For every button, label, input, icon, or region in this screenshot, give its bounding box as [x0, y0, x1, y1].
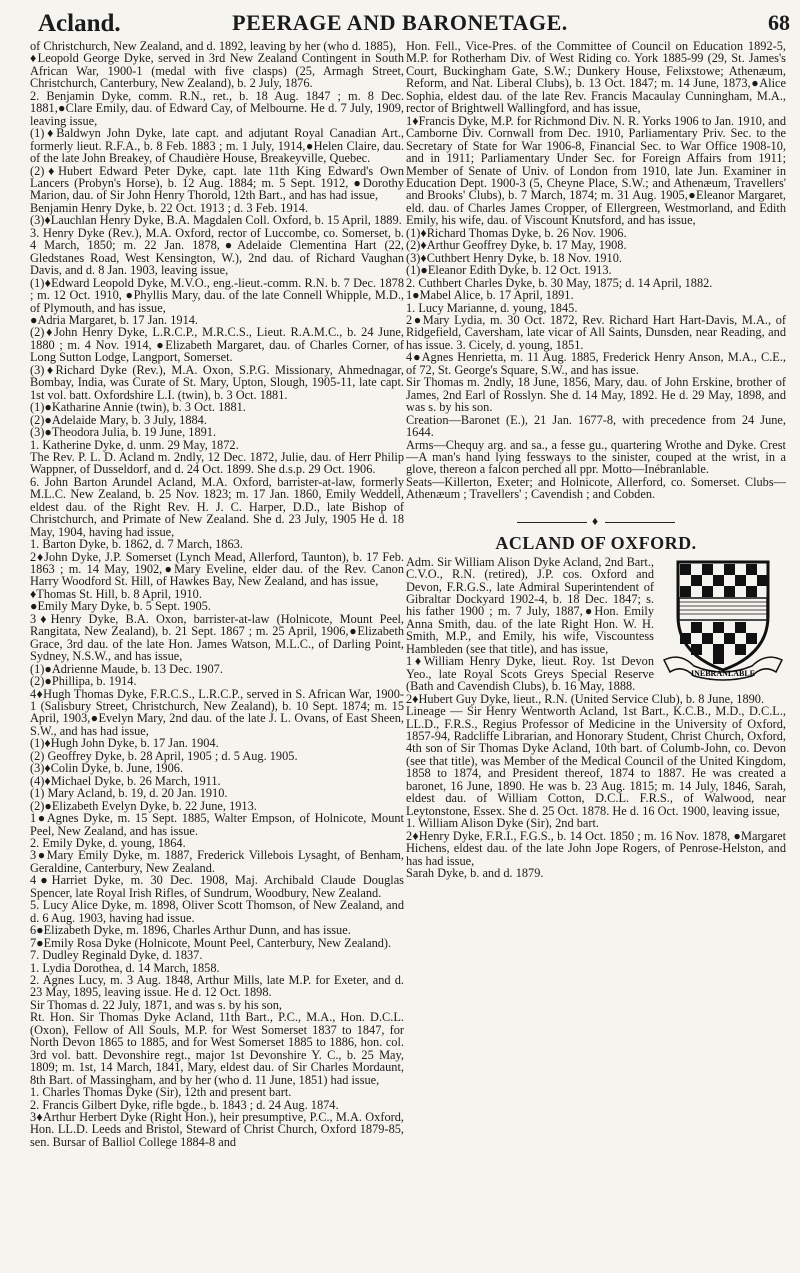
left-column-paragraph: 3. Henry Dyke (Rev.), M.A. Oxford, rector of Luccombe, co. Somerset, b. 4 March, 1850; m. 22 Jan. 1878,●Adelaide Clementina Hart (22, Gledstanes Road, West Kensington, W.), 2nd dau. of Richard Vaughan Davis, and d. 8 Jan. 1903, leaving issue, [30, 225, 404, 278]
left-column-paragraph: 1. Katherine Dyke, d. unm. 29 May, 1872. [30, 437, 239, 452]
coat-of-arms-icon [660, 556, 786, 682]
left-column-paragraph: 3♦Henry Dyke, B.A. Oxon, barrister-at-law (Holnicote, Mount Peel, Rangitata, New Zealand), b. 21 Sept. 1867 ; m. 25 April, 1906,●Elizabeth Grace, 3rd dau. of the late Hon. James Watson, M.L.C., of Darling Point, Sydney, N.S.W., and has issue, [30, 611, 404, 664]
left-column-paragraph: ●Emily Mary Dyke, b. 5 Sept. 1905. [30, 599, 211, 614]
right-column-top-paragraph: 2●Mary Lydia, m. 30 Oct. 1872, Rev. Richard Hart Hart-Davis, M.A., of Ridgefield, Caversham, late vicar of All Saints, Dunsden, near Reading, and has issue. 3. Cicely, d. young, 1851. [406, 312, 786, 352]
left-column-paragraph: 6●Elizabeth Dyke, m. 1896, Charles Arthur Dunn, and has issue. [30, 923, 351, 938]
right-column-top [406, 40, 786, 501]
left-column-paragraph: 1●Agnes Dyke, m. 15 Sept. 1885, Walter Empson, of Holnicote, Mount Peel, New Zealand, and has issue. [30, 811, 404, 838]
right-column-top-paragraph: 1●Mabel Alice, b. 17 April, 1891. [406, 288, 574, 303]
left-column-paragraph: (1)●Katharine Annie (twin), b. 3 Oct. 1881. [30, 400, 246, 415]
right-column-top-paragraph: 1. Lucy Marianne, d. young, 1845. [406, 300, 578, 315]
right-column-top-paragraph: (1)●Eleanor Edith Dyke, b. 12 Oct. 1913. [406, 263, 612, 278]
left-column-paragraph: (1)♦Baldwyn John Dyke, late capt. and adjutant Royal Canadian Art., formerly lieut. R.F.A., b. 8 Feb. 1883 ; m. 1 July, 1914,●Helen Claire, dau. of the late John Breakey, of Chaudière House, Breakeyville, Quebec. [30, 126, 404, 166]
left-column-paragraph: ●Adria Margaret, b. 17 Jan. 1914. [30, 312, 199, 327]
left-column-paragraph: 3●Mary Emily Dyke, m. 1887, Frederick Villebois Lysaght, of Benham, Geraldine, Canterbury, New Zealand. [30, 848, 404, 875]
acland-oxford-paragraph: 1♦William Henry Dyke, lieut. Roy. 1st Devon Yeo., late Royal Scots Greys Special Reserve (Bath and Cavendish Clubs), b. 16 May, 1888. [406, 654, 654, 694]
left-column-paragraph: (1)♦Hugh John Dyke, b. 17 Jan. 1904. [30, 736, 219, 751]
left-column-paragraph: 2♦John Dyke, J.P. Somerset (Lynch Mead, Allerford, Taunton), b. 17 Feb. 1863 ; m. 14 May, 1902,●Mary Eveline, elder dau. of the Rev. Canon Harry Woodford St. Hill, of Hawkes Bay, New Zealand, and has issue, [30, 549, 404, 589]
page-number: 68 [768, 10, 790, 35]
left-column-paragraph: 2. Emily Dyke, d. young, 1864. [30, 836, 186, 850]
left-column-paragraph: ♦Thomas St. Hill, b. 8 April, 1910. [30, 586, 202, 601]
header-center: PEERAGE AND BARONETAGE. [232, 10, 568, 35]
left-column-paragraph: Benjamin Henry Dyke, b. 22 Oct. 1913 ; d. 3 Feb. 1914. [30, 200, 309, 215]
acland-oxford-paragraph: 1. William Alison Dyke (Sir), 2nd bart. [406, 816, 599, 831]
acland-of-oxford-entry [406, 556, 786, 880]
section-divider: ♦ [406, 515, 786, 527]
right-column-top-paragraph: 4●Agnes Henrietta, m. 11 Aug. 1885, Frederick Henry Anson, M.A., C.E., of 72, St. George's Square, S.W., and has issue. [406, 350, 786, 377]
left-column-paragraph: The Rev. P. L. D. Acland m. 2ndly, 12 Dec. 1872, Julie, dau. of Herr Philip Wappner, of Dusseldorf, and d. 24 Oct. 1899. She d.s.p. 29 Oct. 1906. [30, 449, 404, 477]
left-column-paragraph: (2)♦Hubert Edward Peter Dyke, capt. late 11th King Edward's Own Lancers (Probyn's Horse), b. 12 Aug. 1884; m. 5 Sept. 1912, ●Dorothy Marion, dau. of Sir John Henry Thorold, 12th Bart., and has had issue, [30, 163, 404, 203]
left-column-paragraph: 2. Francis Gilbert Dyke, rifle bgde., b. 1843 ; d. 24 Aug. 1874. [30, 1097, 339, 1112]
left-column-paragraph: (1) Mary Acland, b. 19, d. 20 Jan. 1910. [30, 786, 228, 801]
left-column-paragraph: 7●Emily Rosa Dyke (Holnicote, Mount Peel, Canterbury, New Zealand). [30, 935, 392, 950]
right-column-top-paragraph: Arms—Chequy arg. and sa., a fesse gu., quartering Wrothe and Dyke. Crest—A man's hand lying fessways to the sinister, couped at the wrist, in a glove, thereon a falcon perched all ppr. Motto—Inébranlable. [406, 437, 786, 477]
acland-oxford-paragraph: 2♦Hubert Guy Dyke, lieut., R.N. (United Service Club), b. 8 June, 1890. [406, 691, 765, 706]
running-header [0, 4, 800, 40]
acland-oxford-paragraph: Lineage — Sir Henry Wentworth Acland, 1st Bart., K.C.B., M.D., D.C.L., LL.D., F.R.S., Regius Professor of Medicine in the University of Oxford, 1857-94, Radcliffe Librarian, and Honorary Student, Christ Church, Oxford, 4th son of Sir Thomas Dyke Acland, 10th bart. of Columb-John, co. Devon (see that title), was Member of the Medical Council of the United Kingdom, 1858 to 1874, and President thereof, 1874 to 1887. He was created a baronet, 16 June, 1890. He was b. 23 Aug. 1815; m. 14 July, 1846, Sarah, eldest dau. of William Cotton, D.C.L. F.R.S., of Walwood, near Leytonstone, Essex. She d. 25 Oct. 1878. He d. 16 Oct. 1900, leaving issue, [406, 704, 786, 818]
right-column-top-paragraph: Sir Thomas m. 2ndly, 18 June, 1856, Mary, dau. of John Erskine, brother of James, 2nd Earl of Rosslyn. She d. 14 May, 1892. He d. 29 May, 1898, and was s. by his son. [406, 375, 786, 415]
right-column-top-paragraph: 2. Cuthbert Charles Dyke, b. 30 May, 1875; d. 14 April, 1882. [406, 275, 713, 290]
left-column-paragraph: 1. Barton Dyke, b. 1862, d. 7 March, 1863. [30, 537, 243, 552]
left-column-paragraph: of Christchurch, New Zealand, and d. 1892, leaving by her (who d. 1885), [30, 39, 397, 53]
header-left: Acland. [38, 10, 121, 37]
acland-oxford-paragraph: Adm. Sir William Alison Dyke Acland, 2nd Bart., C.V.O., R.N. (retired), J.P. cos. Oxford and Devon, F.R.G.S., late Admiral Superintendent of Gibraltar Dockyard 1902-4, b. 18 Dec. 1847; s. his father 1900 ; m. 7 July, 1887,●Hon. Emily Anna Smith, dau. of the late Right Hon. W. H. Smith, M.P., and Emily, his wife, Viscountess Hambleden (see that title), and has issue, [406, 554, 654, 656]
left-column-paragraph: 1. Lydia Dorothea, d. 14 March, 1858. [30, 960, 220, 975]
left-column-paragraph: 5. Lucy Alice Dyke, m. 1898, Oliver Scott Thomson, of New Zealand, and d. 6 Aug. 1903, having had issue. [30, 898, 404, 925]
left-column-paragraph: 6. John Barton Arundel Acland, M.A. Oxford, barrister-at-law, formerly M.L.C. New Zealand, b. 25 Nov. 1823; m. 17 Jan. 1860, Emily Weddell, eldest dau. of the Right Rev. H. J. C. Harper, D.D., late Bishop of Christchurch, and Primate of New Zealand. She d. 23 July, 1905 He d. 18 May, 1904, having had issue, [30, 474, 404, 539]
right-column-top-paragraph: (3)♦Cuthbert Henry Dyke, b. 18 Nov. 1910. [406, 250, 622, 265]
left-column-paragraph: (3)♦Colin Dyke, b. June, 1906. [30, 761, 184, 776]
left-column-paragraph: 2. Benjamin Dyke, comm. R.N., ret., b. 18 Aug. 1847 ; m. 8 Dec. 1881,●Clare Emily, dau. of Edward Cay, of Melbourne. He d. 7 July, 1909, leaving issue, [30, 88, 404, 128]
left-column-paragraph: (2)♦John Henry Dyke, L.R.C.P., M.R.C.S., Lieut. R.A.M.C., b. 24 June, 1880 ; m. 4 Nov. 1914, ●Elizabeth Margaret, dau. of Charles Corner, of Long Sutton Lodge, Langport, Somerset. [30, 325, 404, 365]
left-column-paragraph: (3)●Theodora Julia, b. 19 June, 1891. [30, 425, 217, 440]
acland-oxford-paragraph: Sarah Dyke, b. and d. 1879. [406, 866, 544, 880]
left-column-paragraph: 7. Dudley Reginald Dyke, d. 1837. [30, 948, 203, 963]
left-column-paragraph: 4♦Hugh Thomas Dyke, F.R.C.S., L.R.C.P., served in S. African War, 1900-1 (Salisbury Street, Christchurch, New Zealand), b. 10 Sept. 1874; m. 15 April, 1903,●Evelyn Mary, 2nd dau. of the late J. L. Ovans, of East Sheen, S.W., and has had issue, [30, 686, 404, 738]
motto-scroll: INEBRANLABLE [690, 668, 756, 678]
right-column-top-paragraph: 1♦Francis Dyke, M.P. for Richmond Div. N. R. Yorks 1906 to Jan. 1910, and Camborne Div. Cornwall from Dec. 1910, Parliamentary Priv. Sec. to the Secretary of State for War 1906-8, Financial Sec. to War Office 1908-10, and in 1911; Parliamentary Under Sec. for Foreign Affairs from 1911; Member of Senate of Univ. of London from 1910, late Jun. Examiner in Education Dept. 1900-3 (5, Cheyne Place, S.W.; and Athenæum, Travellers' and Brooks' Clubs), b. 7 March, 1874; m. 31 Aug. 1905,●Eleanor Margaret, eld. dau. of Charles James Cropper, of Ellergreen, Westmorland, and Edith Emily, his wife, dau. of Viscount Knutsford, and has issue, [406, 113, 786, 228]
left-column-paragraph: (4)♦Michael Dyke, b. 26 March, 1911. [30, 773, 221, 788]
left-column-paragraph: (1)♦Edward Leopold Dyke, M.V.O., eng.-lieut.-comm. R.N. b. 7 Dec. 1878 ; m. 12 Oct. 1910, ●Phyllis Mary, dau. of the late Connell Whipple, M.D., of Plymouth, and has issue, [30, 275, 404, 315]
right-column-top-paragraph: (2)♦Arthur Geoffrey Dyke, b. 17 May, 1908. [406, 238, 627, 253]
left-column-paragraph: (2)●Elizabeth Evelyn Dyke, b. 22 June, 1913. [30, 798, 257, 813]
section-title: ACLAND OF OXFORD. [495, 533, 697, 554]
right-column-top-paragraph: Hon. Fell., Vice-Pres. of the Committee of Council on Education 1892-5, M.P. for Rotherham Div. of West Riding co. York 1885-99 (29, St. James's Court, Buckingham Gate, S.W.; Dunkery House, Felixstowe; Athenæum, Reform, and Nat. Liberal Clubs), b. 13 Oct. 1847; m. 14 June, 1873,●Alice Sophia, eldest dau. of the late Rev. Francis Macaulay Cunningham, M.A., rector of Brightwell Wallingford, and has issue, [406, 39, 786, 116]
left-column-paragraph: ♦Leopold George Dyke, served in 3rd New Zealand Contingent in South African War, 1900-1 (medal with five clasps) (25, Armagh Street, Christchurch, Canterbury, New Zealand), b. 2 July, 1876. [30, 51, 404, 91]
right-column-top-paragraph: Creation—Baronet (E.), 21 Jan. 1677-8, with precedence from 24 June, 1644. [406, 412, 786, 440]
left-column-paragraph: 1. Charles Thomas Dyke (Sir), 12th and present bart. [30, 1085, 292, 1100]
left-column-paragraph: (2)●Phillipa, b. 1914. [30, 674, 137, 689]
left-column-paragraph: 3♦Arthur Herbert Dyke (Right Hon.), heir presumptive, P.C., M.A. Oxford, Hon. LL.D. Leeds and Bristol, Steward of Christ Church, Oxford 1879-85, sen. Bursar of Balliol College 1884-8 and [30, 1109, 404, 1149]
right-column-top-paragraph: Seats—Killerton, Exeter; and Holnicote, Allerford, co. Somerset. Clubs—Athenæum ; Travellers' ; Cavendish ; and Cobden. [406, 474, 786, 502]
left-column-paragraph: (3)♦Lauchlan Henry Dyke, B.A. Magdalen Coll. Oxford, b. 15 April, 1889. [30, 213, 402, 228]
left-column-paragraph: Sir Thomas d. 22 July, 1871, and was s. by his son, [30, 997, 283, 1012]
right-column [406, 40, 786, 879]
right-column-top-paragraph: (1)♦Richard Thomas Dyke, b. 26 Nov. 1906. [406, 225, 627, 240]
left-column-paragraph: (2)●Adelaide Mary, b. 3 July, 1884. [30, 412, 207, 427]
left-column-paragraph: 4●Harriet Dyke, m. 30 Dec. 1908, Maj. Archibald Claude Douglas Spencer, late Royal Irish Rifles, of Sundrum, Woodbury, New Zealand. [30, 873, 404, 900]
left-column-paragraph: (1)●Adrienne Maude, b. 13 Dec. 1907. [30, 661, 223, 676]
left-column-paragraph: Rt. Hon. Sir Thomas Dyke Acland, 11th Bart., P.C., M.A., Hon. D.C.L. (Oxon), Fellow of All Souls, M.P. for West Somerset 1837 to 1847, for North Devon 1865 to 1885, and for West Somerset 1885 to 1886, hon. col. 3rd vol. batt. Devonshire regt., major 1st Devonshire Y. C., b. 25 May, 1809; m. 1st, 14 March, 1841, Mary, eldest dau. of Sir Charles Mordaunt, 8th Bart. of Massingham, and by her (who d. 11 June, 1851) had issue, [30, 1010, 404, 1087]
left-column-paragraph: (2) Geoffrey Dyke, b. 28 April, 1905 ; d. 5 Aug. 1905. [30, 748, 298, 763]
left-column-paragraph: 2. Agnes Lucy, m. 3 Aug. 1848, Arthur Mills, late M.P. for Exeter, and d. 23 May, 1895, leaving issue. He d. 12 Oct. 1898. [30, 972, 404, 1000]
left-column-paragraph: (3)♦Richard Dyke (Rev.), M.A. Oxon, S.P.G. Missionary, Ahmednagar, Bombay, India, was Curate of St. Mary, Upton, Slough, 1905-11, late capt. 1st vol. batt. Oxfordshire L.I. (twin), b. 3 Oct. 1881. [30, 362, 404, 402]
left-column [30, 40, 404, 1148]
acland-oxford-paragraph: 2♦Henry Dyke, F.R.I., F.G.S., b. 14 Oct. 1850 ; m. 16 Nov. 1878, ●Margaret Hichens, eldest dau. of the late John Jope Rogers, of Penrose-Helston, and has had issue, [406, 828, 786, 868]
